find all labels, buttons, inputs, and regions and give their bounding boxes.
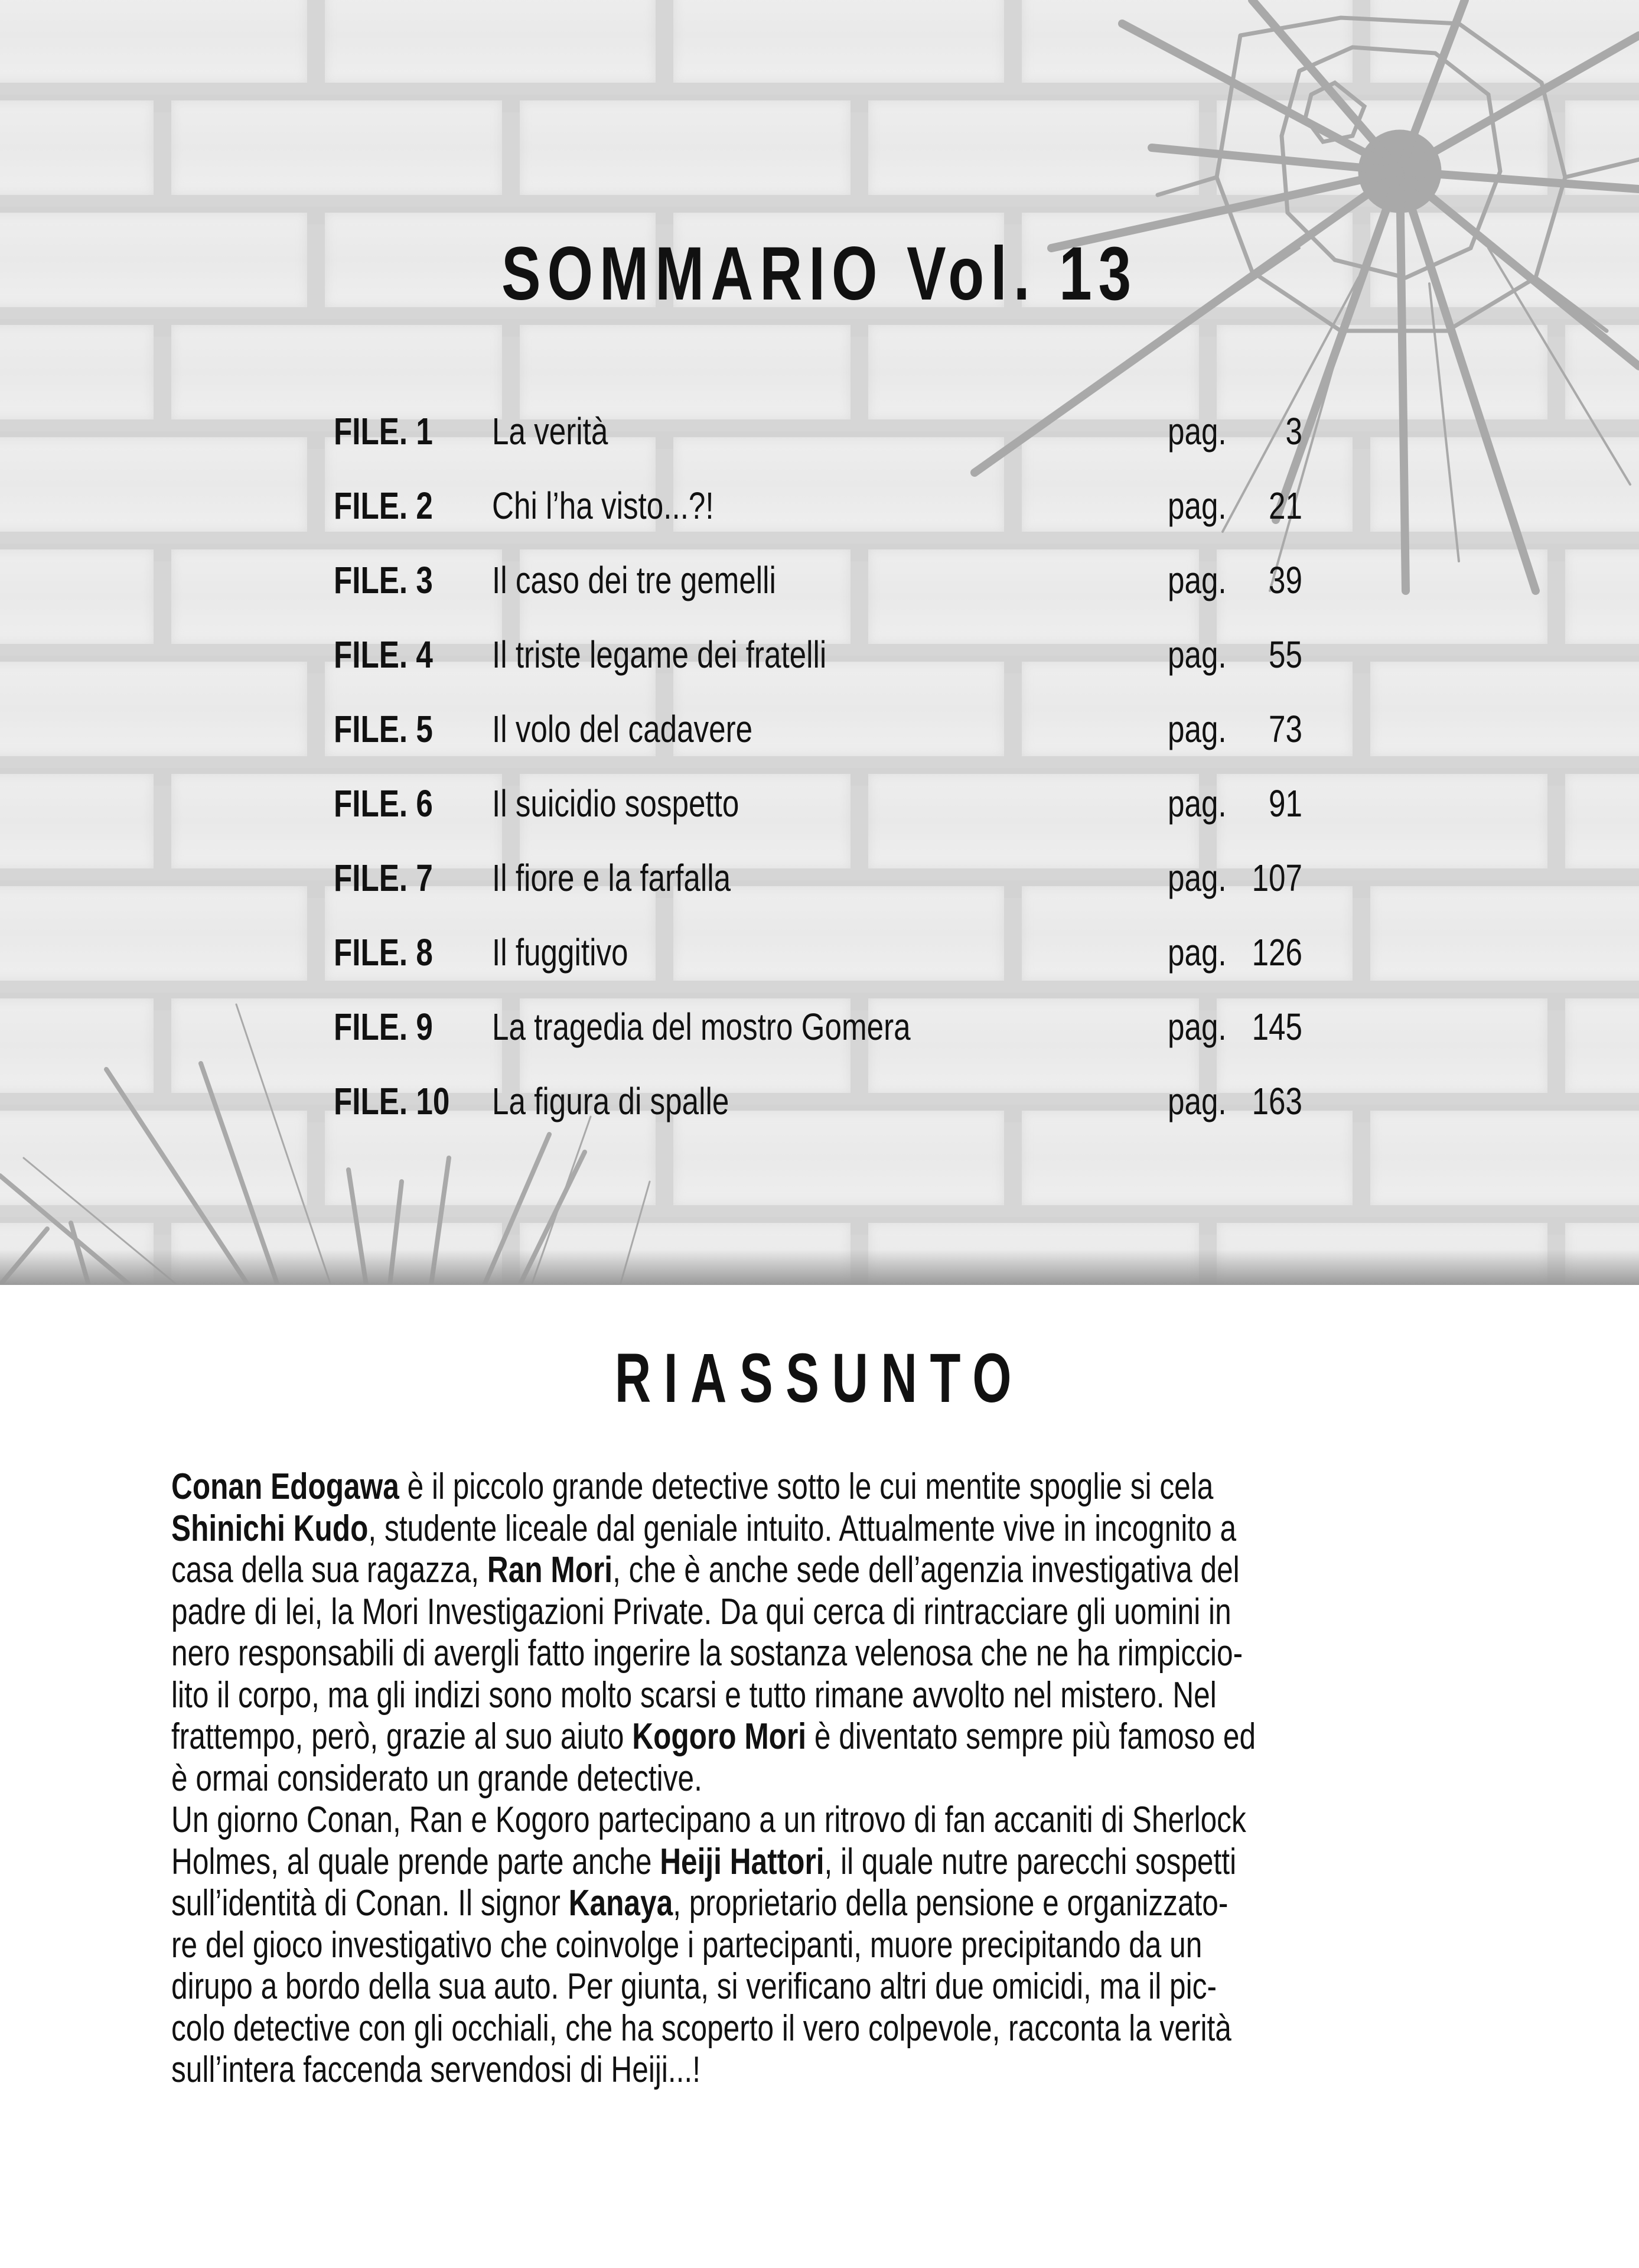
character-name: Shinichi Kudo bbox=[171, 1508, 369, 1549]
summary-line bbox=[171, 1883, 1459, 1925]
page-label: pag. bbox=[1168, 931, 1227, 974]
summary-text-segment: , il quale nutre parecchi sospetti bbox=[824, 1841, 1237, 1882]
chapter-title: Il triste legame dei fratelli bbox=[492, 633, 827, 676]
summary-text-segment: è diventato sempre più famoso ed bbox=[806, 1716, 1256, 1757]
summary-line bbox=[171, 1966, 1459, 2008]
page-label: pag. bbox=[1168, 1006, 1227, 1048]
chapter-file-number: FILE. 6 bbox=[334, 782, 433, 825]
toc-row[interactable] bbox=[334, 1072, 1302, 1146]
toc-row[interactable] bbox=[334, 551, 1302, 625]
chapter-page-number: 73 bbox=[1269, 708, 1302, 750]
chapter-title: La figura di spalle bbox=[492, 1080, 729, 1122]
chapter-page-number: 39 bbox=[1269, 559, 1302, 601]
summary-text-segment: nero responsabili di avergli fatto ingerire la sostanza velenosa che ne ha rimpiccio- bbox=[171, 1633, 1243, 1674]
character-name: Conan Edogawa bbox=[171, 1466, 399, 1507]
summary-text-segment: sull’intera faccenda servendosi di Heiji...! bbox=[171, 2049, 700, 2090]
chapter-page-number: 55 bbox=[1269, 633, 1302, 676]
page-label: pag. bbox=[1168, 708, 1227, 750]
summary-text bbox=[171, 1466, 1459, 2091]
toc-row[interactable] bbox=[334, 923, 1302, 997]
chapter-title: Il suicidio sospetto bbox=[492, 782, 739, 825]
chapter-file-number: FILE. 7 bbox=[334, 857, 433, 899]
summary-title: RIASSUNTO bbox=[614, 1339, 1025, 1417]
character-name: Kanaya bbox=[568, 1883, 673, 1924]
chapter-title: Il caso dei tre gemelli bbox=[492, 559, 776, 601]
toc-row[interactable] bbox=[334, 774, 1302, 848]
chapter-page-number: 145 bbox=[1252, 1006, 1302, 1048]
summary-line bbox=[171, 1925, 1459, 1967]
page-label: pag. bbox=[1168, 410, 1227, 453]
chapter-title: La tragedia del mostro Gomera bbox=[492, 1006, 911, 1048]
character-name: Ran Mori bbox=[487, 1550, 613, 1590]
page-label: pag. bbox=[1168, 857, 1227, 899]
summary-text-segment: dirupo a bordo della sua auto. Per giunta, si verificano altri due omicidi, ma il pic- bbox=[171, 1966, 1217, 2007]
page-label: pag. bbox=[1168, 782, 1227, 825]
summary-text-segment: sull’identità di Conan. Il signor bbox=[171, 1883, 569, 1924]
summary-line bbox=[171, 1675, 1459, 1717]
toc-row[interactable] bbox=[334, 476, 1302, 551]
summary-line bbox=[171, 1800, 1459, 1841]
chapter-file-number: FILE. 10 bbox=[334, 1080, 450, 1122]
chapter-title: Il fuggitivo bbox=[492, 931, 628, 974]
summary-text-segment: Un giorno Conan, Ran e Kogoro partecipano a un ritrovo di fan accaniti di Sherlock bbox=[171, 1800, 1246, 1840]
chapter-page-number: 163 bbox=[1252, 1080, 1302, 1122]
chapter-file-number: FILE. 4 bbox=[334, 633, 433, 676]
chapter-file-number: FILE. 8 bbox=[334, 931, 433, 974]
toc-row[interactable] bbox=[334, 997, 1302, 1072]
chapter-page-number: 21 bbox=[1269, 484, 1302, 527]
summary-text-segment: padre di lei, la Mori Investigazioni Private. Da qui cerca di rintracciare gli uomini in bbox=[171, 1591, 1231, 1632]
summary-line bbox=[171, 1716, 1459, 1758]
page-label: pag. bbox=[1168, 633, 1227, 676]
chapter-title: Chi l’ha visto...?! bbox=[492, 484, 714, 527]
toc-row[interactable] bbox=[334, 848, 1302, 923]
toc-row[interactable] bbox=[334, 402, 1302, 476]
page-label: pag. bbox=[1168, 1080, 1227, 1122]
summary-line bbox=[171, 2008, 1459, 2050]
summary-text-segment: , studente liceale dal geniale intuito. Attualmente vive in incognito a bbox=[368, 1508, 1237, 1549]
contents-title: SOMMARIO Vol. 13 bbox=[501, 232, 1138, 316]
summary-line bbox=[171, 1466, 1459, 1508]
page-label: pag. bbox=[1168, 484, 1227, 527]
summary-line bbox=[171, 2049, 1459, 2091]
summary-text-segment: re del gioco investigativo che coinvolge i partecipanti, muore precipitando da un bbox=[171, 1924, 1203, 1966]
summary-text-segment: è ormai considerato un grande detective. bbox=[171, 1758, 702, 1799]
chapter-file-number: FILE. 9 bbox=[334, 1006, 433, 1048]
summary-text-segment: frattempo, però, grazie al suo aiuto bbox=[171, 1716, 633, 1757]
summary-text-segment: è il piccolo grande detective sotto le cui mentite spoglie si cela bbox=[399, 1466, 1214, 1507]
chapter-page-number: 107 bbox=[1252, 857, 1302, 899]
summary-line bbox=[171, 1508, 1459, 1550]
toc-row[interactable] bbox=[334, 699, 1302, 774]
toc-row[interactable] bbox=[334, 625, 1302, 699]
character-name: Kogoro Mori bbox=[632, 1716, 807, 1757]
summary-line bbox=[171, 1841, 1459, 1883]
summary-text-segment: Holmes, al quale prende parte anche bbox=[171, 1841, 660, 1882]
chapter-page-number: 91 bbox=[1269, 782, 1302, 825]
chapter-file-number: FILE. 2 bbox=[334, 484, 433, 527]
chapter-page-number: 126 bbox=[1252, 931, 1302, 974]
summary-line bbox=[171, 1758, 1459, 1800]
chapter-title: Il fiore e la farfalla bbox=[492, 857, 731, 899]
summary-text-segment: , che è anche sede dell’agenzia investigativa del bbox=[612, 1550, 1240, 1590]
chapter-file-number: FILE. 5 bbox=[334, 708, 433, 750]
panel-bottom-fade bbox=[0, 1249, 1639, 1285]
summary-line bbox=[171, 1592, 1459, 1634]
chapter-title: La verità bbox=[492, 410, 608, 453]
summary-line bbox=[171, 1550, 1459, 1592]
chapter-file-number: FILE. 3 bbox=[334, 559, 433, 601]
character-name: Heiji Hattori bbox=[660, 1841, 825, 1882]
chapter-title: Il volo del cadavere bbox=[492, 708, 753, 750]
chapter-file-number: FILE. 1 bbox=[334, 410, 433, 453]
table-of-contents bbox=[334, 402, 1302, 1146]
page-label: pag. bbox=[1168, 559, 1227, 601]
summary-text-segment: , proprietario della pensione e organizzato- bbox=[673, 1883, 1229, 1924]
summary-text-segment: casa della sua ragazza, bbox=[171, 1550, 487, 1590]
summary-line bbox=[171, 1633, 1459, 1675]
chapter-page-number: 3 bbox=[1285, 410, 1302, 453]
summary-text-segment: colo detective con gli occhiali, che ha scoperto il vero colpevole, racconta la verità bbox=[171, 2007, 1231, 2049]
summary-text-segment: lito il corpo, ma gli indizi sono molto scarsi e tutto rimane avvolto nel mistero. Nel bbox=[171, 1674, 1217, 1716]
